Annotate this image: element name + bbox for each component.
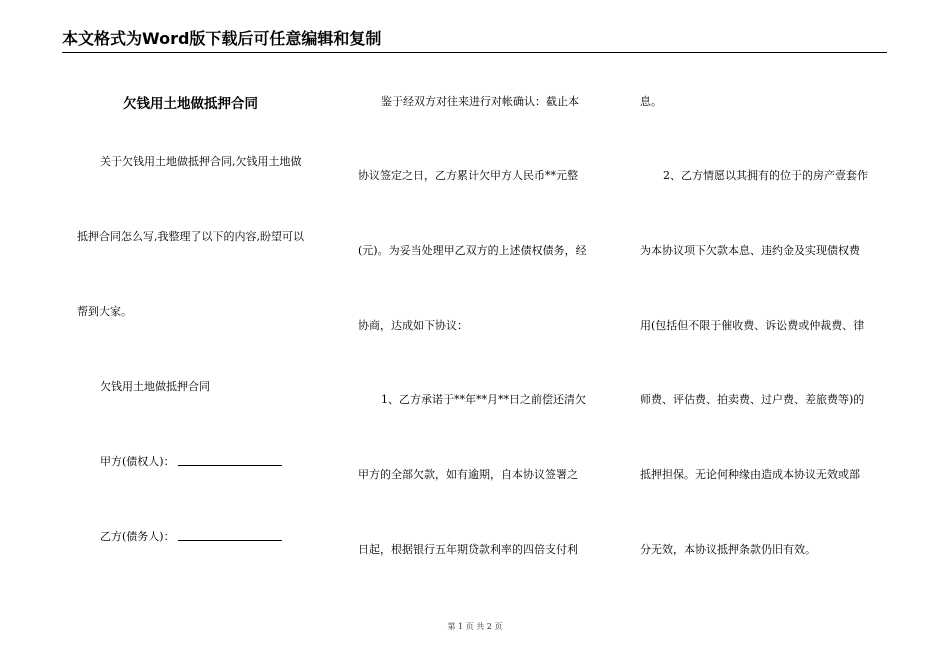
party-a-blank-line [178,465,282,466]
col2-line-7: 日起，根据银行五年期贷款利率的四倍支付利 [358,543,578,556]
col2-line-4: 协商，达成如下协议： [358,319,468,332]
col2-line-6: 甲方的全部欠款，如有逾期，自本协议签署之 [358,468,578,481]
col1-line-2: 抵押合同怎么写,我整理了以下的内容,盼望可以 [77,230,304,243]
col1-line-1: 关于欠钱用土地做抵押合同,欠钱用土地做 [100,155,302,168]
col2-line-5: 1、乙方承诺于**年**月**日之前偿还清欠 [381,393,586,406]
col3-line-6: 抵押担保。无论何种缘由造成本协议无效或部 [640,468,860,481]
header-divider [62,52,887,53]
col1-line-4: 欠钱用土地做抵押合同 [100,380,210,393]
col3-line-2: 2、乙方情愿以其拥有的位于的房产壹套作 [663,169,868,182]
col3-line-4: 用(包括但不限于催收费、诉讼费或仲裁费、律 [640,319,865,332]
document-header: 本文格式为Word版下载后可任意编辑和复制 [62,29,382,48]
col2-line-2: 协议签定之日，乙方累计欠甲方人民币**元整 [358,169,578,182]
col3-line-7: 分无效，本协议抵押条款仍旧有效。 [640,543,816,556]
col3-line-5: 师费、评估费、拍卖费、过户费、差旅费等)的 [640,393,865,406]
document-title: 欠钱用土地做抵押合同 [123,96,258,112]
col3-line-1: 息。 [640,95,662,108]
party-a-label: 甲方(债权人)： [100,455,175,468]
party-b-blank-line [178,540,282,541]
col1-line-3: 帮到大家。 [77,305,132,318]
page-number: 第 1 页 共 2 页 [447,622,503,631]
col2-line-3: (元)。为妥当处理甲乙双方的上述债权债务，经 [358,244,587,257]
col3-line-3: 为本协议项下欠款本息、违约金及实现债权费 [640,244,860,257]
party-b-label: 乙方(债务人)： [100,530,175,543]
col2-line-1: 鉴于经双方对往来进行对帐确认：截止本 [381,95,579,108]
